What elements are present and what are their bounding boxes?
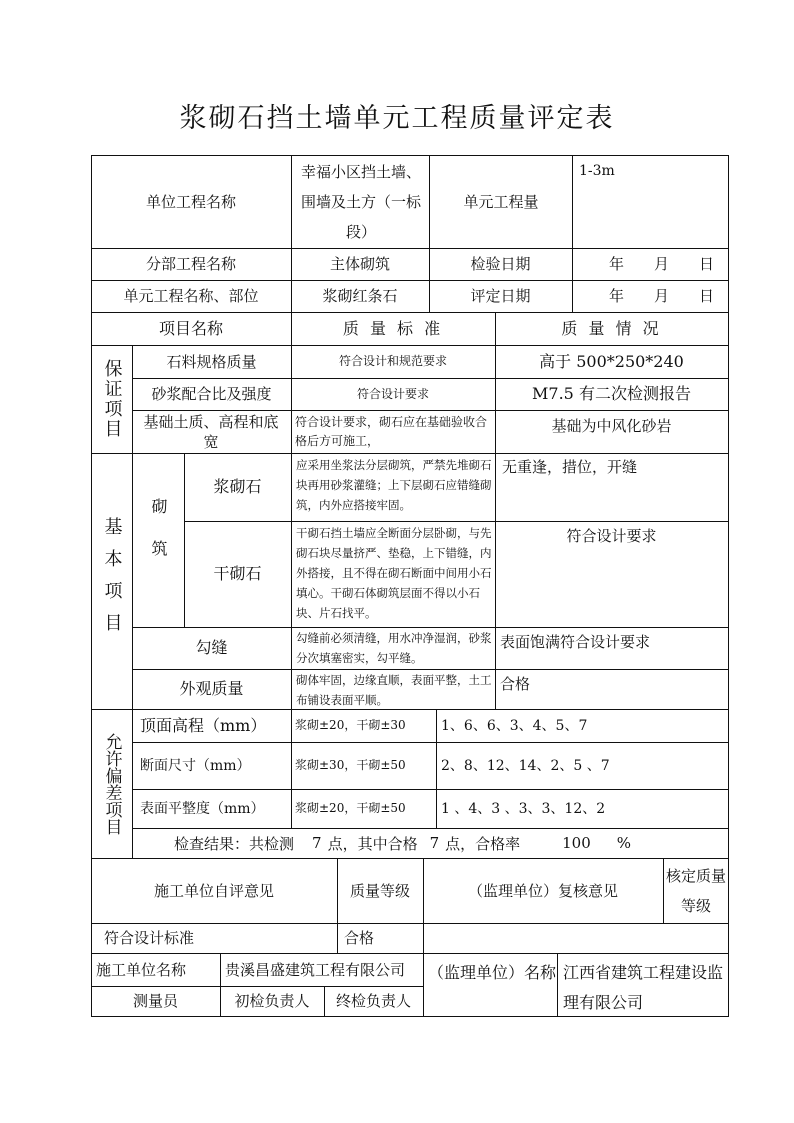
column-status: 质 量 情 况: [561, 318, 662, 338]
grid-vline: [663, 858, 664, 924]
deviation-item-status: 2、8、12、14、2、5 、7: [441, 757, 610, 774]
final-check-label: 终检负责人: [335, 992, 411, 1010]
guarantee-item-standard: 符合设计和规范要求: [338, 354, 447, 368]
unit-quantity-label: 单元工程量: [463, 192, 539, 211]
guarantee-item-status: 基础为中风化砂岩: [551, 417, 672, 435]
result-mid2: 点，合格率: [445, 834, 521, 853]
guarantee-item-name: 基础土质、高程和底宽: [143, 412, 279, 451]
contractor-label: 施工单位名称: [96, 960, 187, 979]
basic-item-standard: 勾缝前必须清缝，用水冲净湿润，砂浆分次填塞密实，勾平缝。: [296, 631, 492, 665]
guarantee-item-name: 砂浆配合比及强度: [151, 385, 272, 403]
basic-item-name: 浆砌石: [213, 477, 262, 496]
basic-item-standard: 干砌石挡土墙应全断面分层卧砌，与先砌石块尽量挤严、垫稳，上下错缝，内外搭接，且不得在砌石断面中间用小石填心。干砌石体砌筑层面不得以小石块、片石找平。: [296, 526, 492, 620]
page-title: 浆砌石挡土墙单元工程质量评定表: [179, 103, 615, 134]
result-percent: %: [616, 834, 632, 852]
guarantee-section-label: 保证项目: [101, 359, 123, 439]
inspect-date-label: 检验日期: [470, 255, 531, 273]
sub-project-label: 分部工程名称: [145, 255, 236, 273]
column-standard: 质 量 标 准: [342, 318, 444, 338]
grid-vline: [436, 709, 437, 829]
basic-item-status: 无重逢，措位，开缝: [502, 458, 638, 476]
self-eval-value: 符合设计标准: [104, 929, 195, 947]
deviation-item-status: 1、6、6、3、4、5、7: [441, 717, 588, 734]
approved-grade-label: 核定质量等级: [666, 867, 727, 915]
basic-item-name: 外观质量: [179, 679, 244, 698]
basic-item-standard: 应采用坐浆法分层砌筑，严禁先堆砌石块再用砂浆灌缝；上下层砌石应错缝砌筑，内外应搭接牢固。: [296, 458, 492, 512]
supervisor-label: （监理单位）名称: [428, 963, 557, 982]
unit-quantity-value: 1-3m: [579, 163, 615, 179]
guarantee-item-standard: 符合设计要求: [356, 386, 429, 401]
guarantee-item-standard: 符合设计要求，砌石应在基础验收合格后方可施工，: [295, 414, 488, 448]
column-item: 项目名称: [158, 318, 223, 338]
unit-project-value: 幸福小区挡土墙、围墙及土方（一标段）: [300, 163, 421, 241]
grid-vline: [291, 709, 292, 829]
deviation-item-standard: 浆砌±20，干砌±50: [295, 801, 406, 815]
surveyor-label: 测量员: [132, 992, 178, 1010]
element-value: 浆砌红条石: [322, 287, 398, 305]
result-total: 7: [312, 834, 322, 852]
guarantee-item-status: M7.5 有二次检测报告: [532, 384, 691, 403]
deviation-item-standard: 浆砌±20，干砌±30: [295, 718, 406, 732]
sub-project-value: 主体砌筑: [329, 255, 390, 273]
element-label: 单元工程名称、部位: [123, 287, 259, 305]
guarantee-item-name: 石料规格质量: [166, 352, 257, 371]
grid-vline: [557, 953, 558, 1017]
deviation-item-status: 1 、4、3 、3、3、12、2: [441, 800, 606, 817]
grade-value: 合格: [344, 929, 375, 947]
deviation-item-name: 顶面高程（mm）: [140, 715, 267, 735]
deviation-item-name: 断面尺寸（mm）: [140, 757, 251, 774]
basic-item-status: 符合设计要求: [566, 527, 657, 545]
contractor-value: 贵溪昌盛建筑工程有限公司: [225, 960, 406, 979]
eval-date-label: 评定日期: [470, 287, 531, 305]
deviation-section-label: 允许偏差项目: [101, 732, 122, 835]
grade-label: 质量等级: [349, 881, 410, 900]
grid-vline: [728, 155, 729, 1017]
grid-vline: [423, 953, 424, 1017]
basic-item-standard: 砌体牢固，边缘直顺，表面平整，土工布铺设表面平顺。: [296, 673, 492, 707]
review-label: （监理单位）复核意见: [467, 881, 618, 900]
basic-item-status: 合格: [500, 675, 531, 693]
unit-project-label: 单位工程名称: [145, 192, 236, 211]
result-passed: 7: [429, 834, 440, 852]
basic-item-name: 勾缝: [195, 638, 228, 657]
result-rate: 100: [562, 834, 591, 852]
self-eval-label: 施工单位自评意见: [153, 881, 274, 900]
check-result: [174, 828, 728, 858]
basic-item-status: 表面饱满符合设计要求: [500, 633, 651, 651]
supervisor-value: 江西省建筑工程建设监理有限公司: [563, 963, 724, 1012]
basic-item-name: 干砌石: [213, 564, 262, 583]
masonry-label: 砌筑: [149, 498, 168, 582]
deviation-item-standard: 浆砌±30，干砌±50: [295, 758, 406, 772]
deviation-item-name: 表面平整度（mm）: [140, 800, 265, 817]
result-mid1: 点，其中合格: [327, 834, 418, 853]
guarantee-item-status: 高于 500*250*240: [539, 351, 684, 371]
result-prefix: 检查结果：共检测: [174, 834, 295, 853]
inspect-date-value: 年 月 日: [608, 255, 714, 273]
grid-vline: [132, 709, 133, 859]
eval-date-value: 年 月 日: [608, 287, 714, 305]
initial-check-label: 初检负责人: [234, 992, 310, 1010]
basic-section-label: 基本项目: [101, 517, 123, 645]
